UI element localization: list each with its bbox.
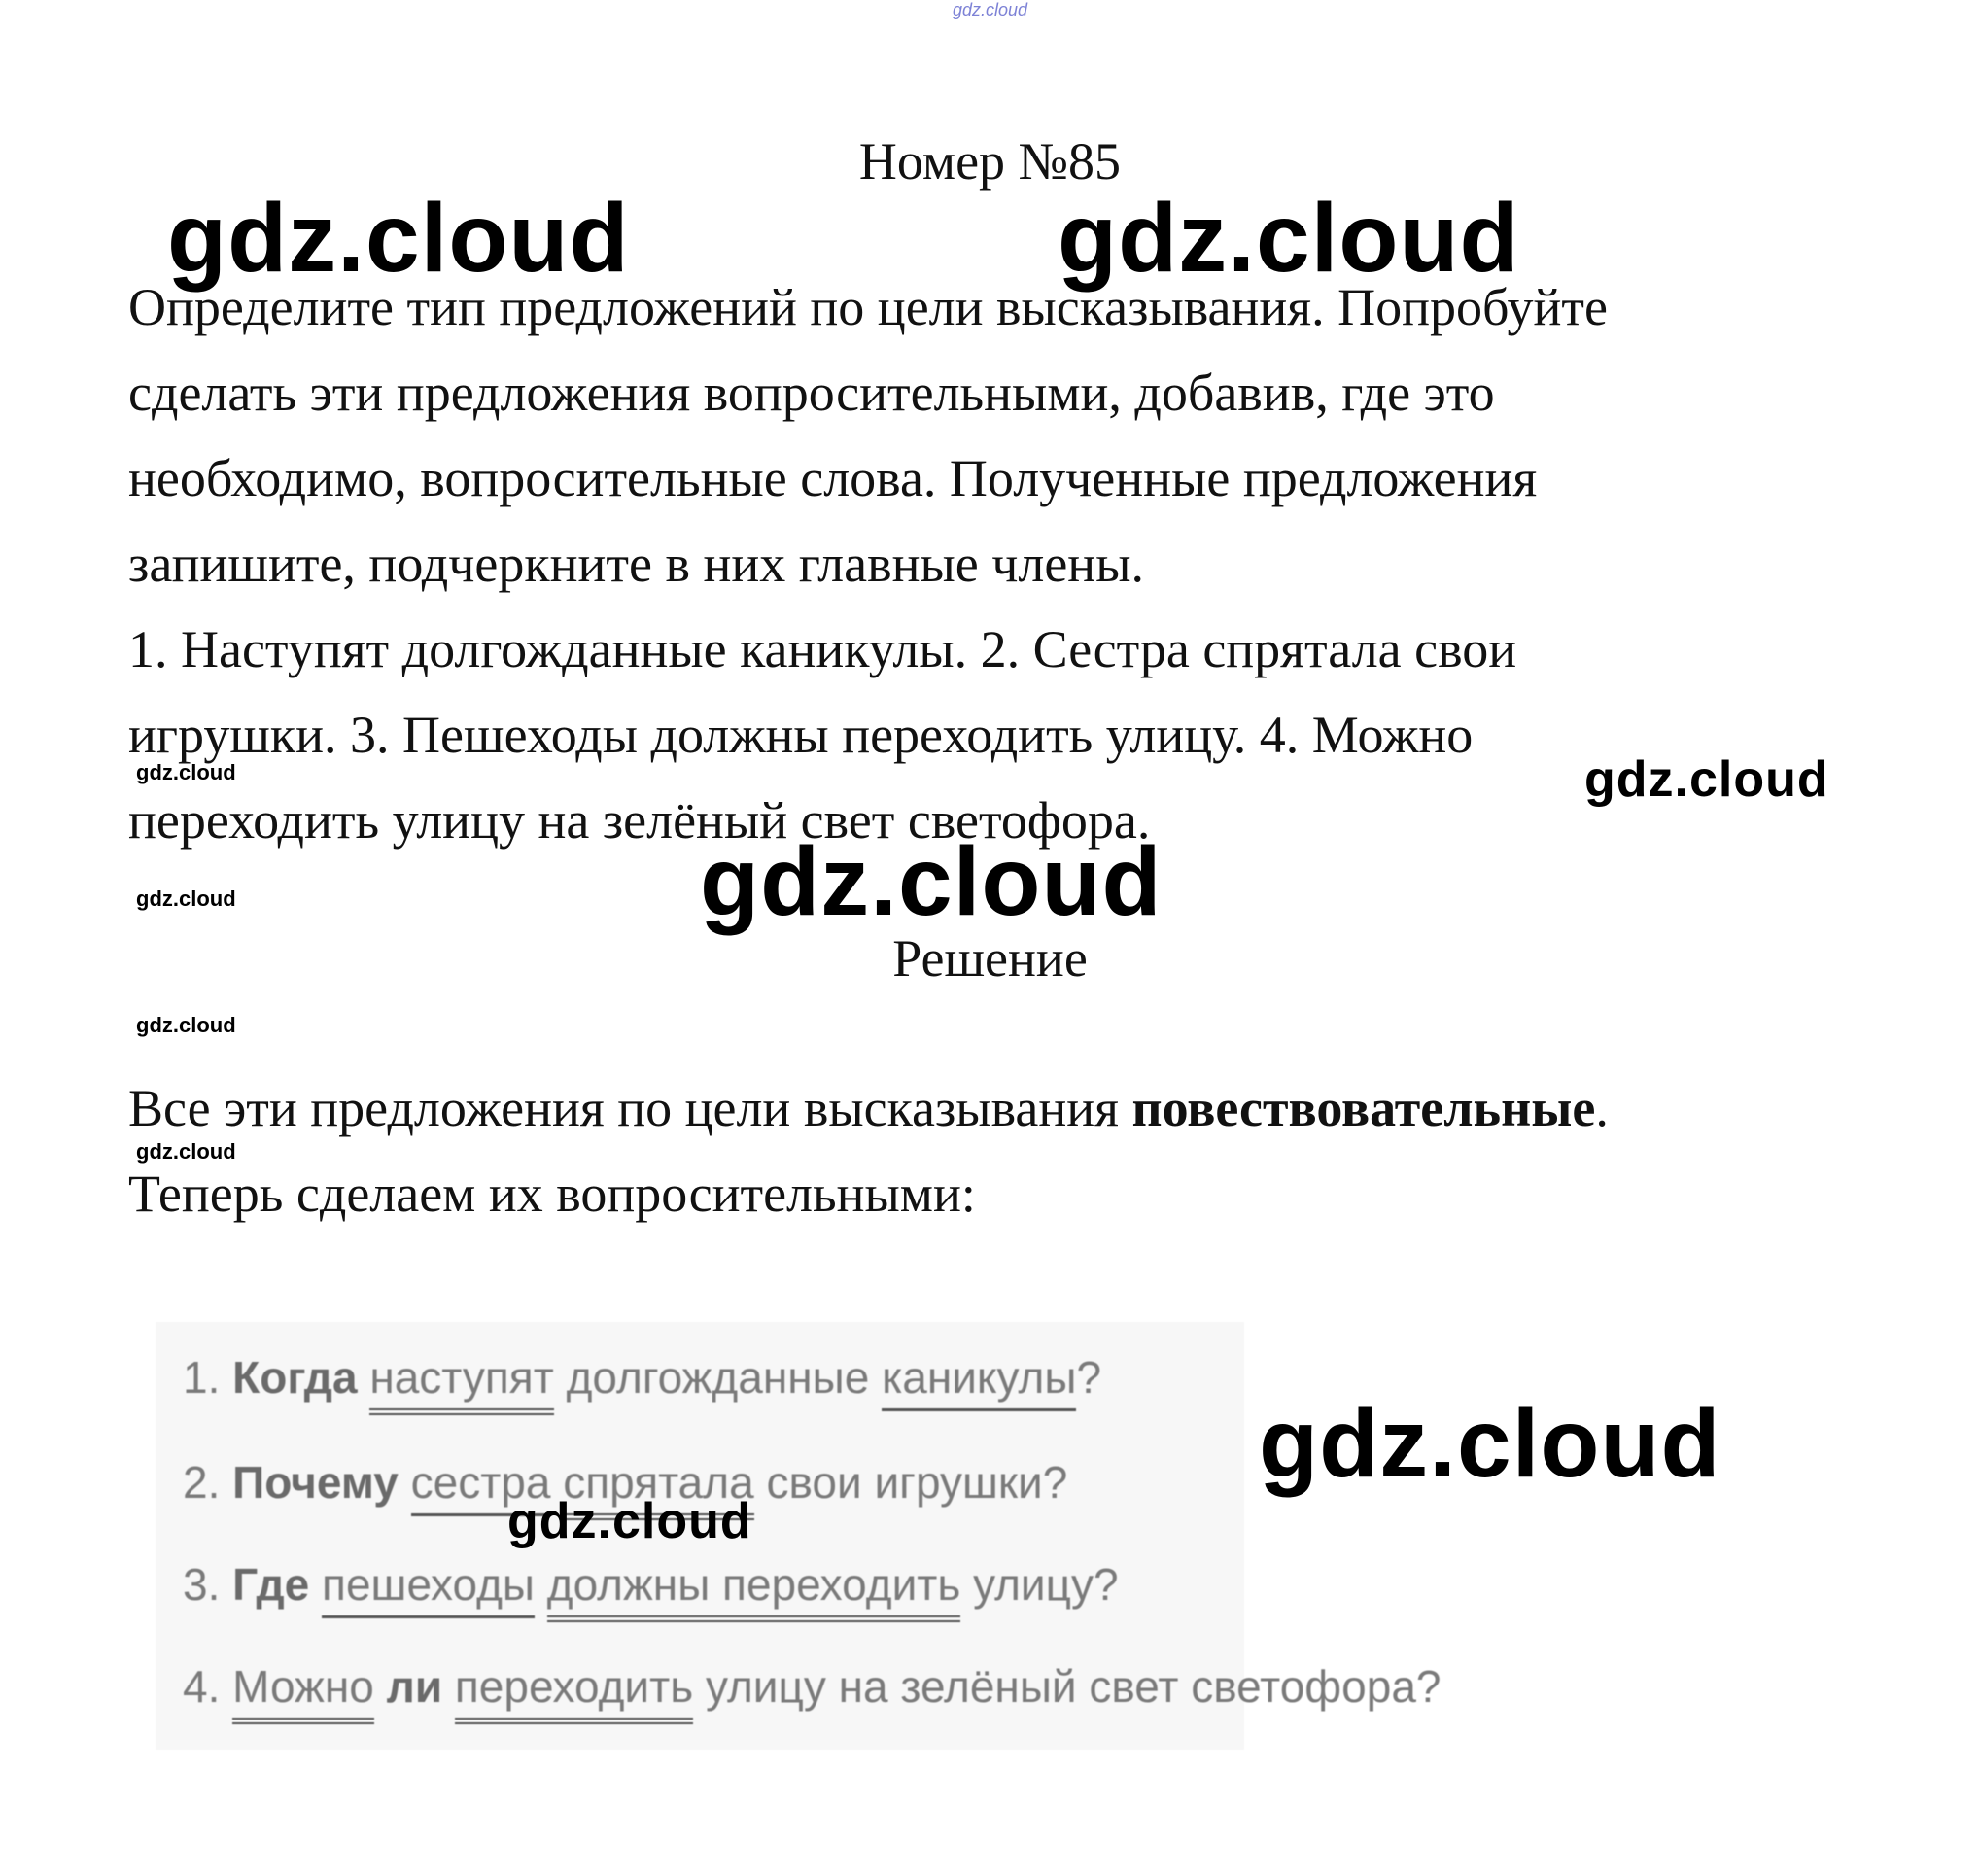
watermark: gdz.cloud bbox=[700, 827, 1163, 936]
answer-line: Теперь сделаем их вопросительными: bbox=[128, 1164, 976, 1223]
answer-text bbox=[128, 1065, 1878, 1236]
watermark: gdz.cloud bbox=[136, 760, 236, 784]
watermark: gdz.cloud bbox=[167, 184, 630, 293]
question-4: 4. Можно ли переходить улицу на зелёный свет светофора? bbox=[183, 1660, 1441, 1713]
question-2: 2. Почему сестра спрятала свои игрушки? bbox=[183, 1456, 1067, 1509]
page-title: Номер №85 bbox=[858, 132, 1122, 191]
task-line: Определите тип предложений по цели высказывания. Попробуйте bbox=[128, 278, 1608, 336]
answer-line: Все эти предложения по цели высказывания повествовательные. bbox=[128, 1079, 1609, 1137]
task-line: необходимо, вопросительные слова. Полученные предложения bbox=[128, 449, 1538, 507]
answer-bold-term: повествовательные bbox=[1131, 1079, 1596, 1137]
question-1: 1. Когда наступят долгожданные каникулы? bbox=[183, 1351, 1101, 1404]
solution-title: Решение bbox=[892, 929, 1088, 988]
task-line: запишите, подчеркните в них главные члены. bbox=[128, 535, 1144, 593]
task-line: 1. Наступят долгожданные каникулы. 2. Сестра спрятала свои bbox=[128, 620, 1517, 678]
task-line: сделать эти предложения вопросительными, добавив, где это bbox=[128, 364, 1495, 422]
watermark: gdz.cloud bbox=[1584, 751, 1829, 808]
top-watermark: gdz.cloud bbox=[952, 0, 1028, 19]
question-3: 3. Где пешеходы должны переходить улицу? bbox=[183, 1558, 1119, 1611]
watermark: gdz.cloud bbox=[1259, 1389, 1721, 1498]
watermark: gdz.cloud bbox=[1058, 184, 1520, 293]
watermark: gdz.cloud bbox=[136, 886, 236, 911]
watermark: gdz.cloud bbox=[507, 1493, 752, 1549]
task-line: игрушки. 3. Пешеходы должны переходить улицу. 4. Можно bbox=[128, 706, 1474, 764]
watermark: gdz.cloud bbox=[136, 1013, 236, 1037]
watermark: gdz.cloud bbox=[136, 1139, 236, 1164]
task-line: переходить улицу на зелёный свет светофора. bbox=[128, 791, 1151, 850]
